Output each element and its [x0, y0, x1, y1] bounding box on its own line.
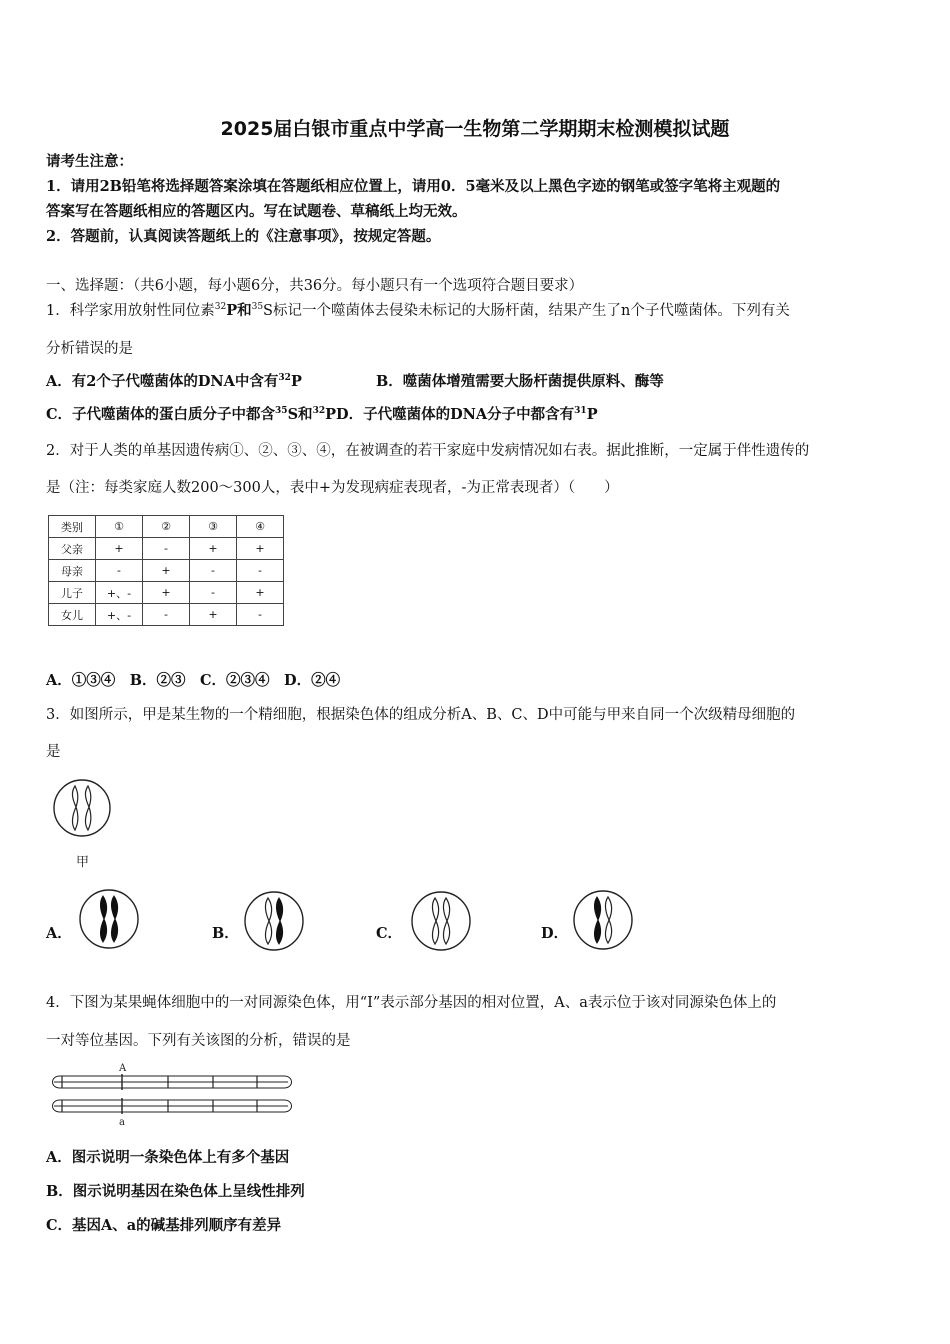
table-row [49, 538, 284, 560]
figure-label: 甲 [76, 855, 90, 870]
section-heading: 一、选择题：（共6小题，每小题6分，共36分。每小题只有一个选项符合题目要求） [46, 278, 584, 294]
cell-outline [574, 891, 632, 949]
gene-label-upper: A [119, 1063, 127, 1074]
table-cell: + [237, 538, 284, 560]
q4-stem-line-2: 一对等位基因。下列有关该图的分析，错误的是 [46, 1033, 351, 1049]
table-cell: + [190, 538, 237, 560]
q3-option-d-label: D． [541, 925, 569, 942]
q3-stem-line-1: 3．如图所示，甲是某生物的一个精细胞，根据染色体的组成分析A、B、C、D中可能与甲来自同一个次级精母细胞的 [46, 707, 796, 723]
pedigree-table [48, 515, 284, 626]
homologous-chromosomes-figure [48, 1058, 298, 1130]
table-cell: - [143, 604, 190, 626]
table-cell: +、- [96, 604, 143, 626]
chromosome-dark [111, 896, 117, 942]
q3-option-a-cell [78, 888, 140, 950]
table-header-row [49, 516, 284, 538]
table-header-cell: ③ [190, 516, 237, 538]
table-header-cell: ② [143, 516, 190, 538]
table-header-cell: ① [96, 516, 143, 538]
table-cell: 父亲 [49, 538, 96, 560]
chromosome-dark [276, 898, 282, 944]
table-cell: + [190, 604, 237, 626]
q3-option-b-cell [243, 890, 305, 952]
q2-stem-line-2: 是（注：每类家庭人数200～300人，表中+为发现病症表现者，-为正常表现者）（ ） [46, 480, 619, 496]
q3-option-a-label: A． [46, 925, 72, 942]
table-cell: - [96, 560, 143, 582]
q3-option-d-cell [572, 889, 634, 951]
q4-option-a: A．图示说明一条染色体上有多个基因 [46, 1149, 290, 1166]
q3-option-c-cell [410, 890, 472, 952]
cell-outline [80, 890, 138, 948]
chromosome-outline [443, 898, 449, 944]
q3-option-c-label: C． [376, 925, 403, 942]
table-cell: - [237, 560, 284, 582]
cell-outline [412, 892, 470, 950]
table-cell: +、- [96, 582, 143, 604]
chromosome-outline [605, 897, 611, 943]
notice-item-1-line-1: 1．请用2B铅笔将选择题答案涂填在答题纸相应位置上，请用0．5毫米及以上黑色字迹的钢笔或签字笔将主观题的 [46, 178, 781, 195]
notice-item-2: 2．答题前，认真阅读答题纸上的《注意事项》，按规定答题。 [46, 228, 441, 245]
table-cell: 儿子 [49, 582, 96, 604]
gene-label-lower: a [119, 1117, 125, 1128]
table-header-cell: 类别 [49, 516, 96, 538]
table-header-cell: ④ [237, 516, 284, 538]
q1-option-c-d: C．子代噬菌体的蛋白质分子中都含$^{35}$S和$^{32}$PD．子代噬菌体的DNA分子中都含有$^{31}$P [46, 406, 598, 423]
table-cell: - [190, 560, 237, 582]
sperm-cell-figure [50, 778, 120, 873]
q4-stem-line-1: 4．下图为某果蝇体细胞中的一对同源染色体，用“Ⅰ”表示部分基因的相对位置，A、a表示位于该对同源染色体上的 [46, 995, 777, 1011]
q3-stem-line-2: 是 [46, 744, 61, 760]
page-title: 2025届白银市重点中学高一生物第二学期期末检测模拟试题 [220, 118, 730, 140]
q1-stem-line-1: 1．科学家用放射性同位素$^{32}$P和$^{35}$S标记一个噬菌体去侵染未标记的大肠杆菌，结果产生了n个子代噬菌体。下列有关 [46, 302, 790, 319]
table-cell: + [237, 582, 284, 604]
table-cell: - [190, 582, 237, 604]
table-row [49, 604, 284, 626]
table-cell: + [96, 538, 143, 560]
table-cell: 女儿 [49, 604, 96, 626]
cell-outline [245, 892, 303, 950]
q1-option-a: A．有2个子代噬菌体的DNA中含有$^{32}$P [46, 373, 302, 390]
table-cell: + [143, 560, 190, 582]
cell-outline [54, 780, 110, 836]
chromosome-outline [265, 898, 271, 944]
table-cell: - [143, 538, 190, 560]
table-cell: 母亲 [49, 560, 96, 582]
chromosome-outline [432, 898, 438, 944]
table-cell: - [237, 604, 284, 626]
q2-options: A．①③④ B．②③ C．②③④ D．②④ [46, 672, 341, 689]
chromosome-dark [100, 896, 106, 942]
notice-item-1-line-2: 答案写在答题纸相应的答题区内。写在试题卷、草稿纸上均无效。 [46, 203, 467, 220]
q1-option-b: B．噬菌体增殖需要大肠杆菌提供原料、酶等 [376, 373, 664, 390]
table-row [49, 560, 284, 582]
q1-stem-line-2: 分析错误的是 [46, 341, 133, 357]
q4-option-c: C．基因A、a的碱基排列顺序有差异 [46, 1217, 282, 1234]
chromosome-outline [85, 786, 90, 830]
table-row [49, 582, 284, 604]
notice-heading: 请考生注意： [46, 153, 133, 170]
chromosome-dark [594, 897, 600, 943]
table-cell: + [143, 582, 190, 604]
chromosome-outline [72, 786, 77, 830]
q4-option-b: B．图示说明基因在染色体上呈线性排列 [46, 1183, 305, 1200]
q2-stem-line-1: 2．对于人类的单基因遗传病①、②、③、④，在被调查的若干家庭中发病情况如右表。据此推断，一定属于伴性遗传的 [46, 443, 810, 459]
q3-option-b-label: B． [212, 925, 239, 942]
